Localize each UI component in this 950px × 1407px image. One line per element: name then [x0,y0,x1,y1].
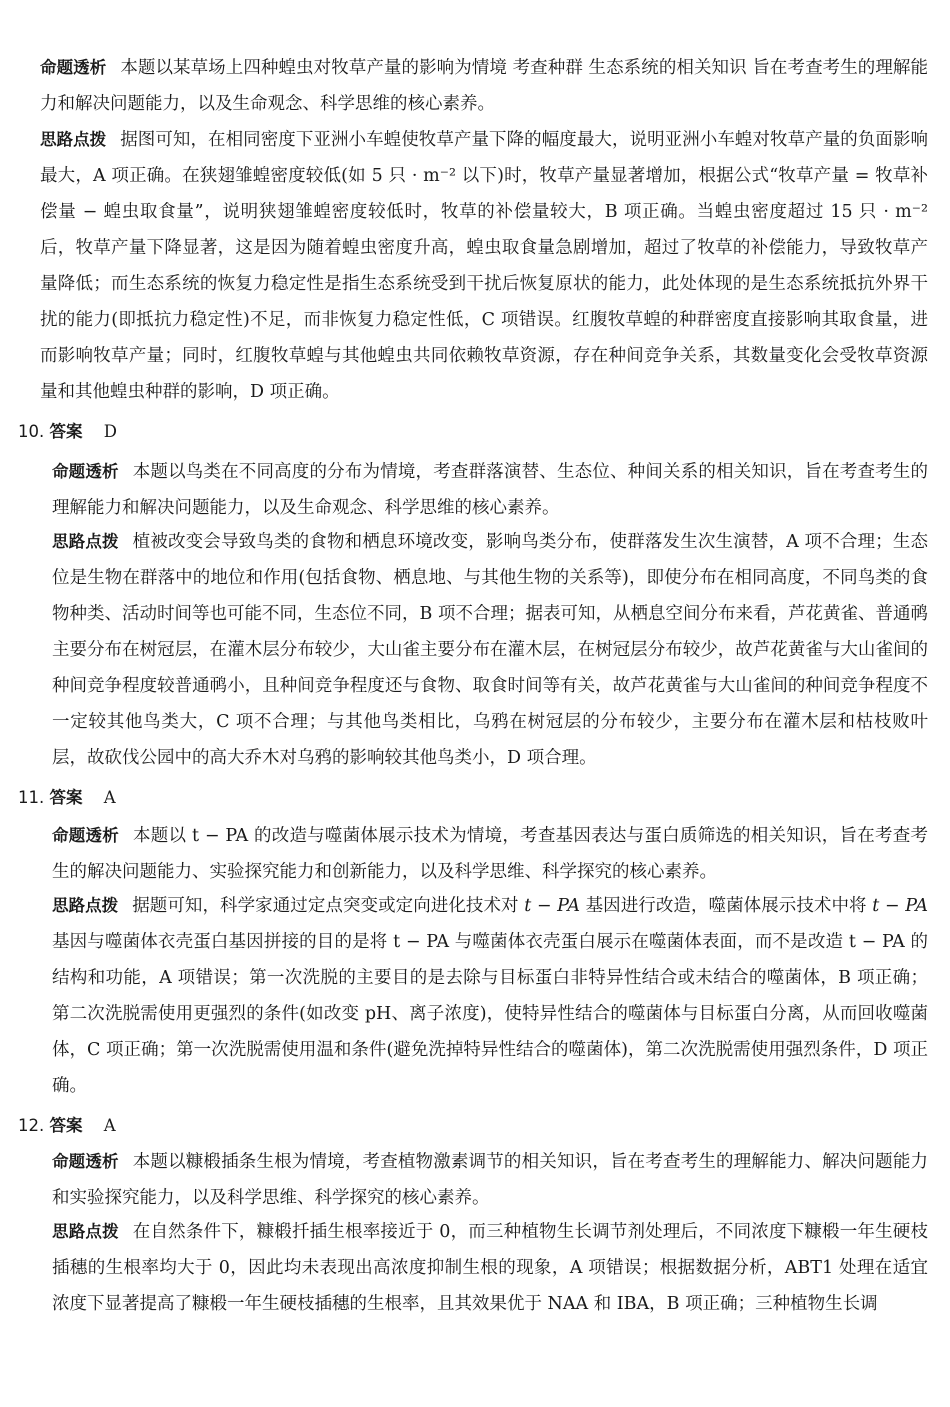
hint-text-a: 据题可知，科学家通过定点突变或定向进化技术对 [132,896,525,916]
question-number: 10. [18,422,45,441]
hint-text-b: 基因进行改造，噬菌体展示技术中将 [580,896,873,916]
hint-text: 在自然条件下，糠椴扦插生根率接近于 0，而三种植物生长调节剂处理后，不同浓度下糠椴一年生硬枝插穗的生根率均大于 0，因此均未表现出高浓度抑制生根的现象，A 项错误；根据数据分析，ABT1 处理在适宜浓度下显著提高了糠椴一年生硬枝插穗的生根率，且其效果优于 NAA 和 IBA，B 项正确；三种植物生长调 [52,1222,928,1314]
hint-label: 思路点拨 [40,130,107,149]
q9-hint-paragraph [40,122,928,410]
analysis-label: 命题透析 [52,462,119,481]
answer-label: 答案 [49,788,83,807]
q11-analysis-paragraph [52,818,928,890]
q10-analysis-paragraph [52,454,928,526]
gene-name: t − PA [872,896,929,916]
question-number: 12. [18,1116,45,1135]
q12-hint-paragraph [52,1214,928,1322]
hint-text: 据图可知，在相同密度下亚洲小车蝗使牧草产量下降的幅度最大，说明亚洲小车蝗对牧草产量的负面影响最大，A 项正确。在狭翅雏蝗密度较低(如 5 只 · m⁻² 以下)时，牧草产量显著增加，根据公式“牧草产量 = 牧草补偿量 − 蝗虫取食量”，说明狭翅雏蝗密度较低时，牧草的补偿量较大，B 项正确。当蝗虫密度超过 15 只 · m⁻² 后，牧草产量下降显著，这是因为随着蝗虫密度升高，蝗虫取食量急剧增加，超过了牧草的补偿能力，导致牧草产量降低；而生态系统的恢复力稳定性是指生态系统受到干扰后恢复原状的能力，此处体现的是生态系统抵抗外界干扰的能力(即抵抗力稳定性)不足，而非恢复力稳定性低，C 项错误。红腹牧草蝗的种群密度直接影响其取食量，进而影响牧草产量；同时，红腹牧草蝗与其他蝗虫共同依赖牧草资源，存在种间竞争关系，其数量变化会受牧草资源量和其他蝗虫种群的影响，D 项正确。 [40,130,929,402]
q11-hint-paragraph [52,888,928,1104]
hint-label: 思路点拨 [52,532,119,551]
analysis-label: 命题透析 [40,58,107,77]
q12-answer-line [18,1112,116,1136]
answer-value: D [103,422,117,441]
q10-hint-paragraph [52,524,928,776]
hint-label: 思路点拨 [52,896,119,915]
gene-name: t − PA [524,896,580,916]
analysis-label: 命题透析 [52,1152,119,1171]
hint-text: 植被改变会导致鸟类的食物和栖息环境改变，影响鸟类分布，使群落发生次生演替，A 项不合理；生态位是生物在群落中的地位和作用(包括食物、栖息地、与其他生物的关系等)，即使分布在相同高度，不同鸟类的食物种类、活动时间等也可能不同，生态位不同，B 项不合理；据表可知，从栖息空间分布来看，芦花黄雀、普通䴓主要分布在树冠层，在灌木层分布较少，大山雀主要分布在灌木层，在树冠层分布较少，故芦花黄雀与大山雀间的种间竞争程度较普通䴓小，且种间竞争程度还与食物、取食时间等有关，故芦花黄雀与大山雀间的种间竞争程度不一定较其他鸟类大，C 项不合理；与其他鸟类相比，乌鸦在树冠层的分布较少，主要分布在灌木层和枯枝败叶层，故砍伐公园中的高大乔木对乌鸦的影响较其他鸟类小，D 项合理。 [52,532,929,768]
question-number: 11. [18,788,45,807]
hint-label: 思路点拨 [52,1222,119,1241]
answer-label: 答案 [49,422,83,441]
q10-answer-line [18,418,117,442]
q9-analysis-paragraph [40,50,928,122]
q11-answer-line [18,784,116,808]
analysis-text: 本题以鸟类在不同高度的分布为情境，考查群落演替、生态位、种间关系的相关知识，旨在考查考生的理解能力和解决问题能力，以及生命观念、科学思维的核心素养。 [52,462,929,518]
analysis-text: 本题以某草场上四种蝗虫对牧草产量的影响为情境 考查种群 生态系统的相关知识 旨在考查考生的理解能力和解决问题能力，以及生命观念、科学思维的核心素养。 [40,58,929,114]
analysis-text: 本题以糠椴插条生根为情境，考查植物激素调节的相关知识，旨在考查考生的理解能力、解决问题能力和实验探究能力，以及科学思维、科学探究的核心素养。 [52,1152,929,1208]
hint-text-c: 基因与噬菌体衣壳蛋白基因拼接的目的是将 t − PA 与噬菌体衣壳蛋白展示在噬菌体表面，而不是改造 t − PA 的结构和功能，A 项错误；第一次洗脱的主要目的是去除与目标蛋白非特异性结合或未结合的噬菌体，B 项正确；第二次洗脱需使用更强烈的条件(如改变 pH、离子浓度)，使特异性结合的噬菌体与目标蛋白分离，从而回收噬菌体，C 项正确；第一次洗脱需使用温和条件(避免洗掉特异性结合的噬菌体)，第二次洗脱需使用强烈条件，D 项正确。 [52,932,928,1096]
analysis-text: 本题以 t − PA 的改造与噬菌体展示技术为情境，考查基因表达与蛋白质筛选的相关知识，旨在考查考生的解决问题能力、实验探究能力和创新能力，以及科学思维、科学探究的核心素养。 [52,826,929,882]
answer-value: A [103,788,116,807]
answer-value: A [103,1116,116,1135]
answer-label: 答案 [49,1116,83,1135]
analysis-label: 命题透析 [52,826,119,845]
q12-analysis-paragraph [52,1144,928,1216]
